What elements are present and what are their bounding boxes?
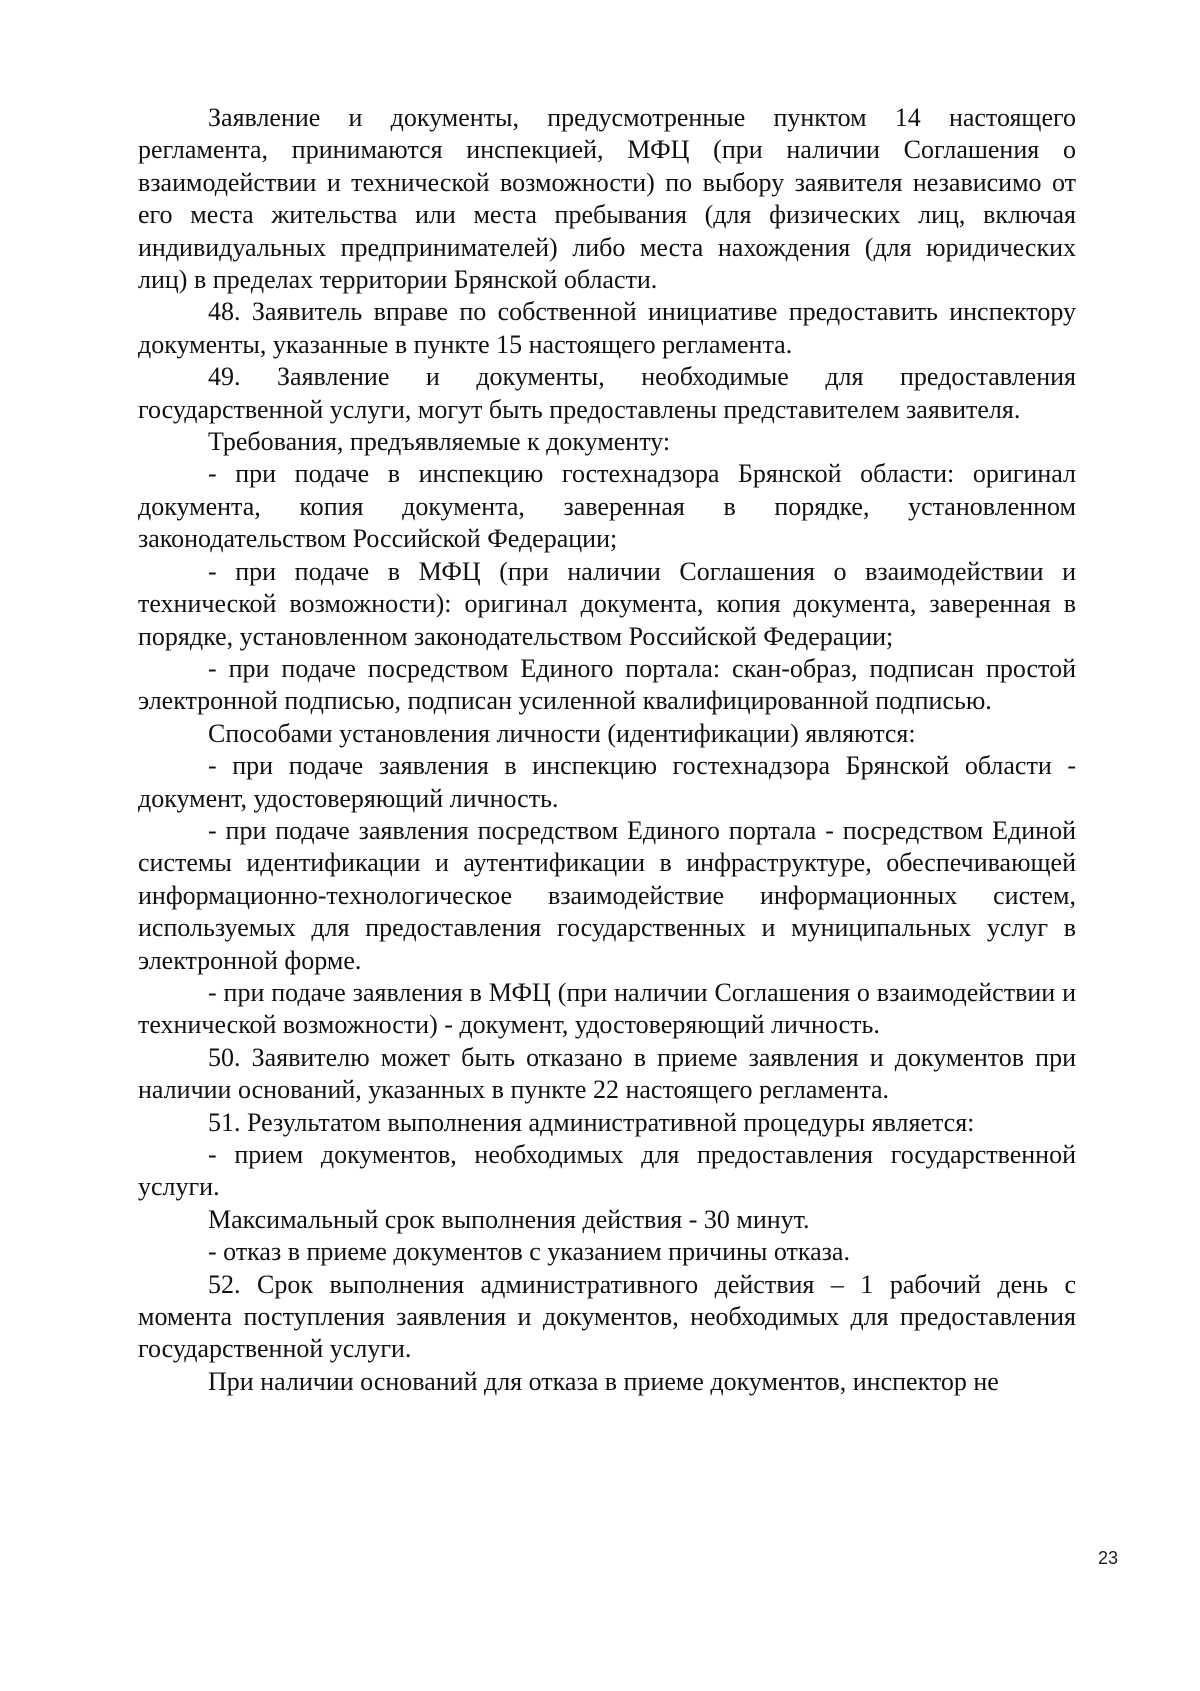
page-number: 23 bbox=[1098, 1548, 1119, 1568]
paragraph-48: 48. Заявитель вправе по собственной инициативе предоставить инспектору документы, указанные в пункте 15 настоящего регламента. bbox=[138, 297, 1076, 359]
paragraph-identification-portal: - при подаче заявления посредством Единого портала - посредством Единой системы идентификации и аутентификации в инфраструктуре, обеспечивающей информационно-технологическое взаимодействие информационных систем, используемых для предоставления государственных и муниципальных услуг в электронной форме. bbox=[138, 815, 1076, 975]
document-body bbox=[138, 102, 1076, 1398]
paragraph-max-duration: Максимальный срок выполнения действия - 30 минут. bbox=[208, 1204, 810, 1234]
paragraph-requirements-heading: Требования, предъявляемые к документу: bbox=[208, 427, 671, 457]
paragraph-52: 52. Срок выполнения административного действия – 1 рабочий день с момента поступления заявления и документов, необходимых для предоставления государственной услуги. bbox=[138, 1269, 1076, 1364]
paragraph-identification-inspection: - при подаче заявления в инспекцию гостехнадзора Брянской области - документ, удостоверяющий личность. bbox=[138, 751, 1076, 813]
paragraph-identification-mfc: - при подаче заявления в МФЦ (при наличии Соглашения о взаимодействии и технической возможности) - документ, удостоверяющий личность. bbox=[138, 977, 1076, 1040]
paragraph-identification-heading: Способами установления личности (идентификации) являются: bbox=[208, 718, 916, 748]
paragraph-50: 50. Заявителю может быть отказано в приеме заявления и документов при наличии оснований, указанных в пункте 22 настоящего регламента. bbox=[138, 1042, 1076, 1105]
paragraph-mfc-submission: - при подаче в МФЦ (при наличии Соглашения о взаимодействии и технической возможности): оригинал документа, копия документа, заверенная в порядке, установленном законодательством Российской Федерации; bbox=[138, 556, 1076, 651]
paragraph-51: 51. Результатом выполнения административной процедуры является: bbox=[208, 1107, 975, 1137]
paragraph-inspection-submission: - при подаче в инспекцию гостехнадзора Брянской области: оригинал документа, копия документа, заверенная в порядке, установленном законодательством Российской Федерации; bbox=[138, 459, 1076, 554]
paragraph-refusal-grounds: При наличии оснований для отказа в приеме документов, инспектор не bbox=[208, 1366, 999, 1396]
paragraph-result-acceptance: - прием документов, необходимых для предоставления государственной услуги. bbox=[138, 1140, 1076, 1202]
paragraph-portal-submission: - при подаче посредством Единого портала: скан-образ, подписан простой электронной подписью, подписан усиленной квалифицированной подписью. bbox=[138, 653, 1076, 716]
paragraph-result-refusal: - отказ в приеме документов с указанием причины отказа. bbox=[208, 1237, 850, 1267]
paragraph-49: 49. Заявление и документы, необходимые для предоставления государственной услуги, могут быть предоставлены представителем заявителя. bbox=[138, 362, 1076, 424]
paragraph-intro: Заявление и документы, предусмотренные пунктом 14 настоящего регламента, принимаются инспекцией, МФЦ (при наличии Соглашения о взаимодействии и технической возможности) по выбору заявителя независимо от его места жительства или места пребывания (для физических лиц, включая индивидуальных предпринимателей) либо места нахождения (для юридических лиц) в пределах территории Брянской области. bbox=[138, 103, 1076, 295]
